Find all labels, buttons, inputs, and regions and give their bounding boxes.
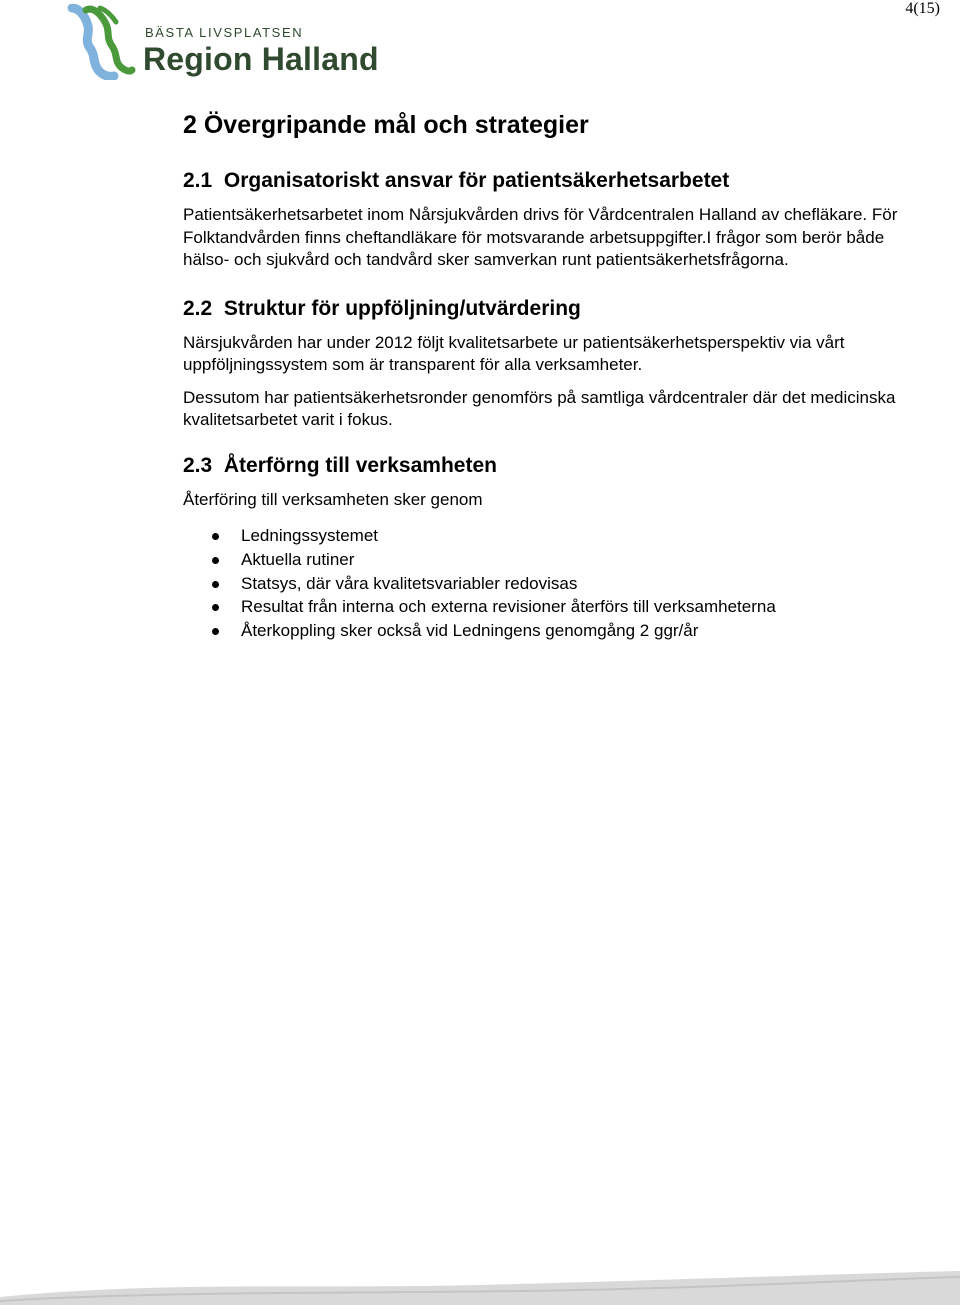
section-heading-2-2 bbox=[183, 296, 923, 322]
section-2-2-paragraph-2: Dessutom har patientsäkerhetsronder genomförs på samtliga vårdcentraler där det medicinska kvalitetsarbetet varit i fokus. bbox=[183, 387, 896, 429]
logo-tagline: BÄSTA LIVSPLATSEN bbox=[145, 25, 304, 40]
list-item-text: Resultat från interna och externa revisioner återförs till verksamheterna bbox=[241, 597, 776, 617]
section-number: 2.1 bbox=[183, 169, 213, 192]
section-title: Struktur för uppföljning/utvärdering bbox=[223, 296, 581, 320]
feedback-list bbox=[183, 524, 923, 643]
list-item bbox=[183, 619, 923, 643]
section-heading-2-3 bbox=[183, 453, 923, 479]
logo-name: Region Halland bbox=[143, 41, 379, 77]
region-halland-logo bbox=[66, 4, 386, 84]
section-2-1-paragraph: Patientsäkerhetsarbetet inom Nårsjukvården drivs för Vårdcentralen Halland av chefläkare. För Folktandvården finns cheftandläkare för motsvarande arbetsuppgifter.I frågor som berör både hälso- och sjukvård och tandvård sker samverkan runt patientsäkerhetsfrågorna. bbox=[183, 205, 898, 269]
section-2-3-intro: Återföring till verksamheten sker genom bbox=[183, 489, 483, 509]
bullet-icon bbox=[212, 533, 219, 540]
bullet-icon bbox=[212, 604, 219, 611]
section-number: 2.3 bbox=[183, 453, 213, 477]
list-item bbox=[183, 548, 923, 572]
section-heading-2-1 bbox=[183, 168, 923, 194]
document-body bbox=[183, 106, 923, 643]
bullet-icon bbox=[212, 628, 219, 635]
page-number: 4(15) bbox=[905, 0, 940, 17]
footer-wave-decoration bbox=[0, 1267, 960, 1305]
list-item-text: Återkoppling sker också vid Ledningens genomgång 2 ggr/år bbox=[241, 621, 699, 641]
list-item-text: Ledningssystemet bbox=[241, 526, 379, 545]
section-title: Organisatoriskt ansvar för patientsäkerhetsarbetet bbox=[223, 169, 730, 192]
bullet-icon bbox=[212, 581, 219, 588]
region-halland-emblem-icon bbox=[66, 4, 136, 80]
list-item-text: Aktuella rutiner bbox=[241, 549, 355, 569]
list-item bbox=[183, 572, 923, 596]
section-2-2-paragraph-1: Närsjukvården har under 2012 följt kvalitetsarbete ur patientsäkerhetsperspektiv via vårt uppföljningssystem som är transparent för alla verksamheter. bbox=[183, 332, 845, 374]
chapter-heading: 2 Övergripande mål och strategier bbox=[183, 111, 589, 139]
list-item bbox=[183, 524, 923, 548]
list-item bbox=[183, 595, 923, 619]
list-item-text: Statsys, där våra kvalitetsvariabler redovisas bbox=[241, 573, 578, 593]
bullet-icon bbox=[212, 557, 219, 564]
section-number: 2.2 bbox=[183, 296, 213, 320]
section-title: Återförng till verksamheten bbox=[223, 453, 497, 477]
